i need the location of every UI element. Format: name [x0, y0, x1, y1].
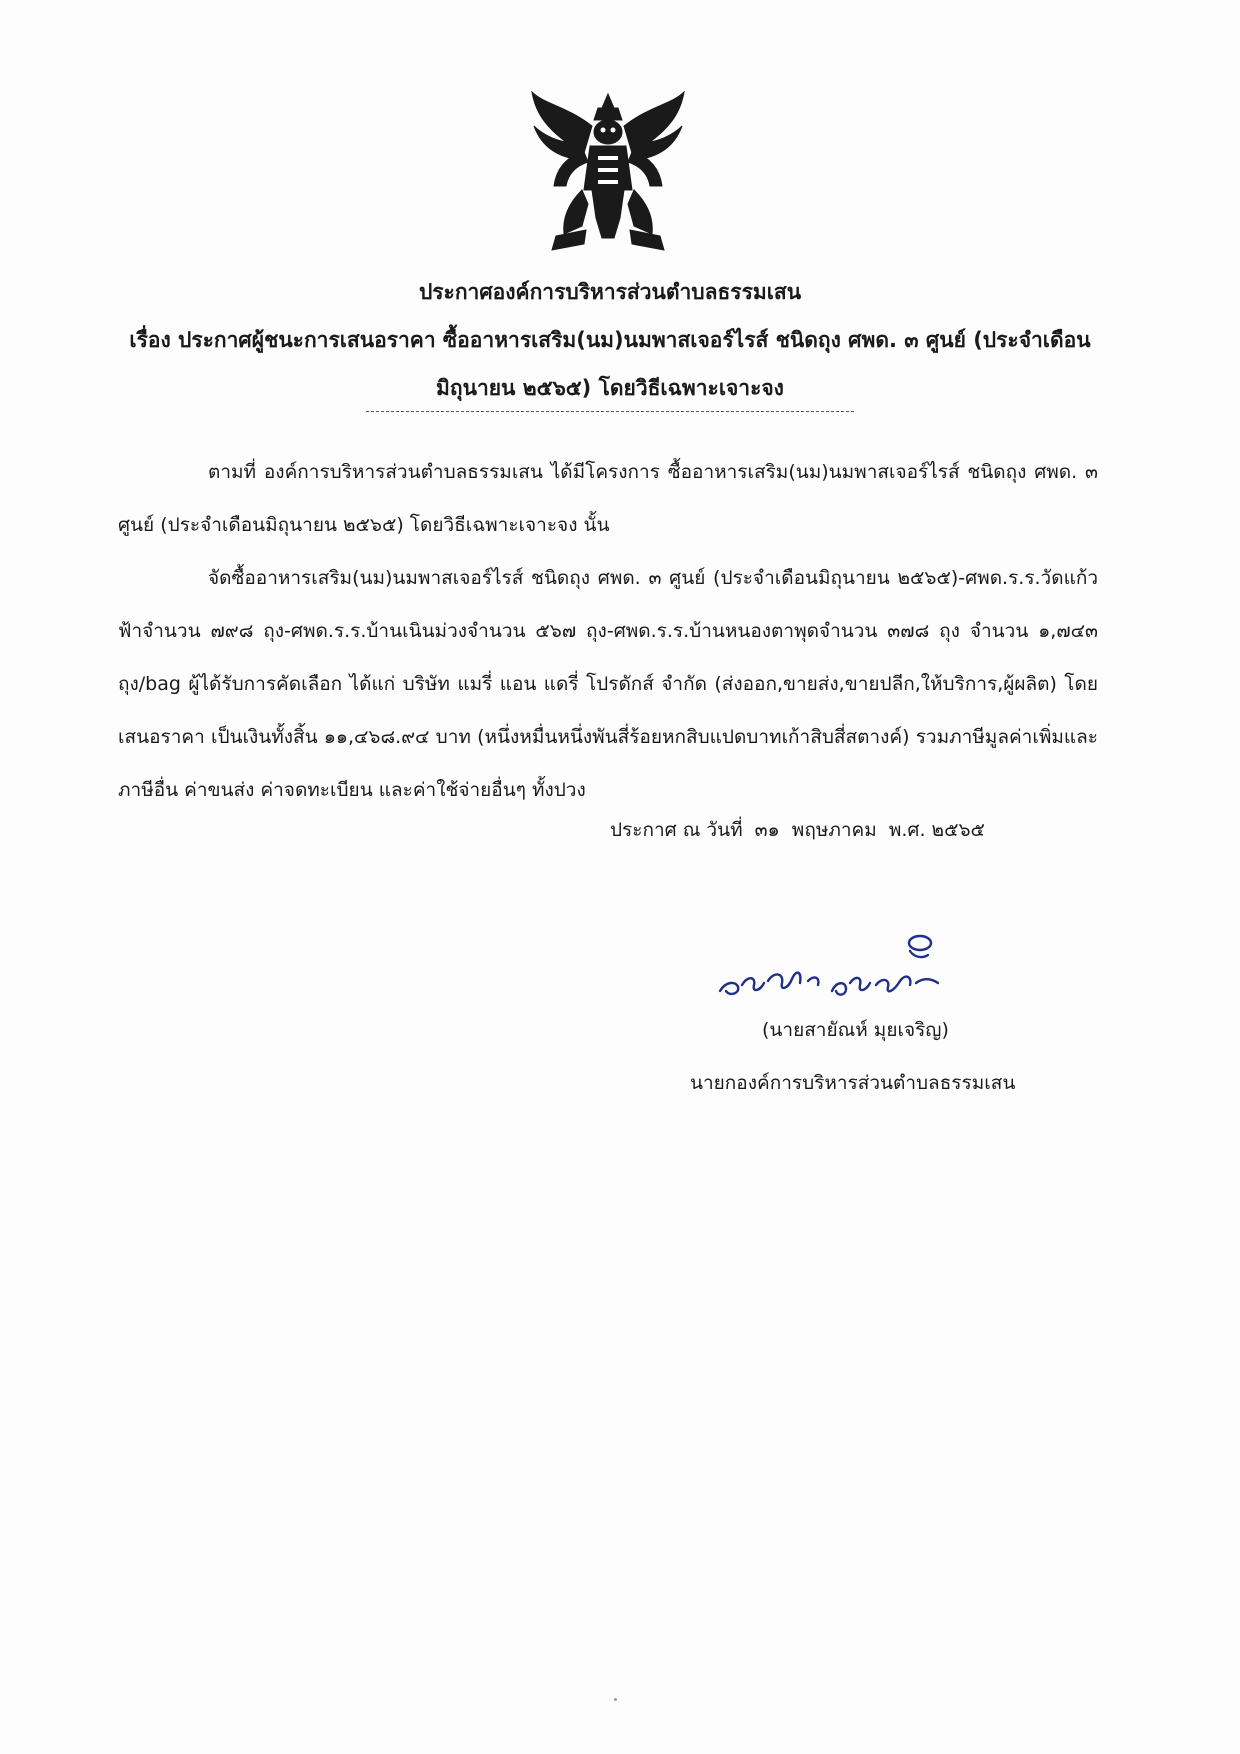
subject-line-continued: มิถุนายน ๒๕๖๕) โดยวิธีเฉพาะเจาะจง	[436, 376, 784, 400]
announcement-date: ประกาศ ณ วันที่ ๓๑ พฤษภาคม พ.ศ. ๒๕๖๕	[610, 819, 985, 841]
body-paragraph-1: ตามที่ องค์การบริหารส่วนตำบลธรรมเสน ได้มีโครงการ ซื้ออาหารเสริม(นม)นมพาสเจอร์ไรส์ ชนิดถุง ศพด. ๓ ศูนย์ (ประจำเดือนมิถุนายน ๒๕๖๕) โดยวิธีเฉพาะเจาะจง นั้น	[118, 461, 1098, 536]
garuda-emblem-icon	[526, 86, 690, 256]
handwritten-signature	[712, 925, 972, 1005]
dashed-divider	[366, 411, 854, 412]
body-paragraph-2: จัดซื้ออาหารเสริม(นม)นมพาสเจอร์ไรส์ ชนิดถุง ศพด. ๓ ศูนย์ (ประจำเดือนมิถุนายน ๒๕๖๕)-ศพด.ร.ร.วัดแก้วฟ้าจำนวน ๗๙๘ ถุง-ศพด.ร.ร.บ้านเนินม่วงจำนวน ๕๖๗ ถุง-ศพด.ร.ร.บ้านหนองตาพุดจำนวน ๓๗๘ ถุง จำนวน ๑,๗๔๓ ถุง/bag ผู้ได้รับการคัดเลือก ได้แก่ บริษัท แมรี่ แอน แดรี่ โปรดักส์ จำกัด (ส่งออก,ขายส่ง,ขายปลีก,ให้บริการ,ผู้ผลิต) โดยเสนอราคา เป็นเงินทั้งสิ้น ๑๑,๔๖๘.๙๔ บาท (หนึ่งหมื่นหนึ่งพันสี่ร้อยหกสิบแปดบาทเก้าสิบสี่สตางค์) รวมภาษีมูลค่าเพิ่มและภาษีอื่น ค่าขนส่ง ค่าจดทะเบียน และค่าใช้จ่ายอื่นๆ ทั้งปวง	[118, 567, 1098, 801]
scan-speck	[614, 1698, 617, 1701]
signatory-position: นายกองค์การบริหารส่วนตำบลธรรมเสน	[690, 1072, 1016, 1094]
signatory-name: (นายสายัณห์ มุยเจริญ)	[762, 1019, 949, 1041]
announcement-heading: ประกาศองค์การบริหารส่วนตำบลธรรมเสน	[418, 280, 802, 304]
subject-line: เรื่อง ประกาศผู้ชนะการเสนอราคา ซื้ออาหารเสริม(นม)นมพาสเจอร์ไรส์ ชนิดถุง ศพด. ๓ ศูนย์ (ประจำเดือน	[129, 328, 1091, 352]
